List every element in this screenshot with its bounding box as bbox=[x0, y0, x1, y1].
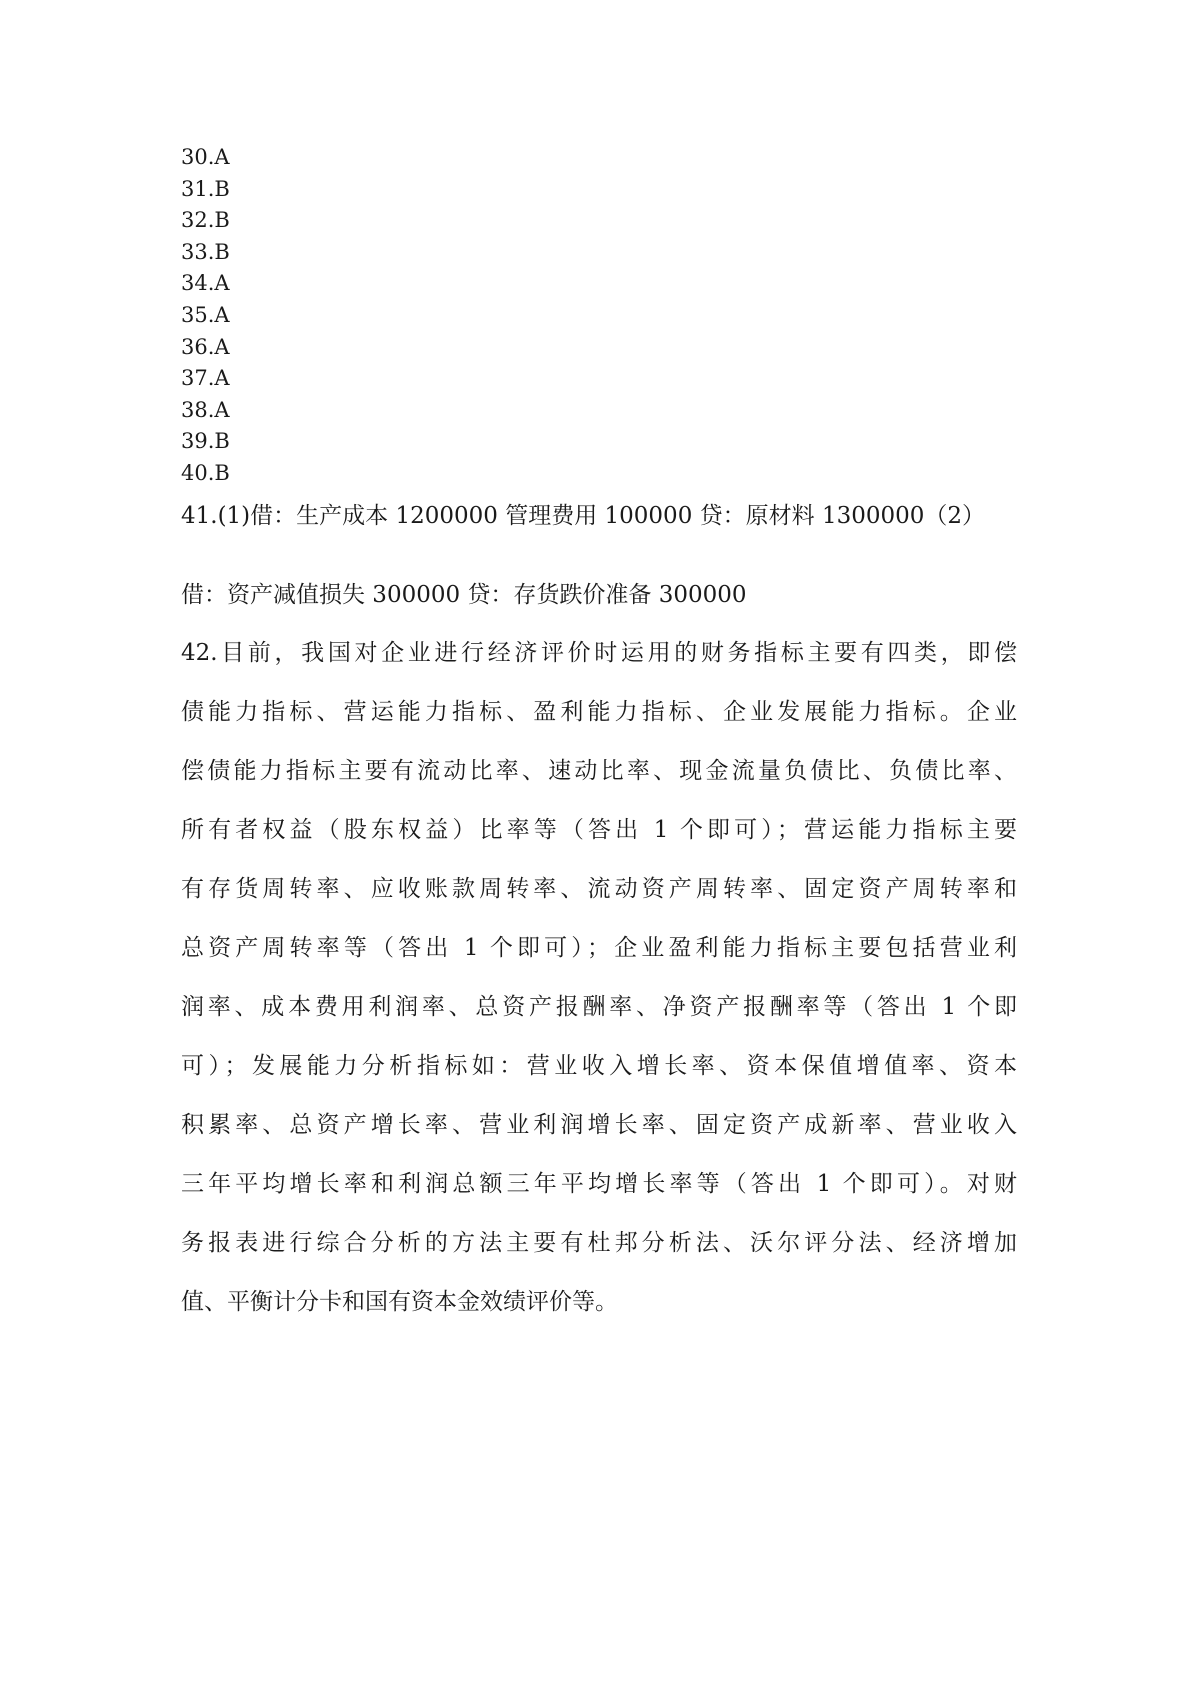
answer-41-line: 借：资产减值损失 300000 贷：存货跌价准备 300000 bbox=[181, 582, 747, 608]
answer-item: 35.A bbox=[181, 302, 230, 327]
answer-41-journal-entries bbox=[181, 496, 1021, 616]
answer-item: 38.A bbox=[181, 397, 230, 422]
answer-42-line: 债能力指标、营运能力指标、盈利能力指标、企业发展能力指标。企业 bbox=[181, 699, 1017, 725]
answer-item: 32.B bbox=[181, 208, 230, 233]
answer-42-line: 润率、成本费用利润率、总资产报酬率、净资产报酬率等（答出 1 个即 bbox=[181, 994, 1017, 1020]
answer-list bbox=[181, 142, 1041, 490]
answer-41-line: 41.(1)借：生产成本 1200000 管理费用 100000 贷：原材料 1300000（2） bbox=[181, 503, 986, 529]
answer-42-paragraph bbox=[181, 624, 1017, 1332]
answer-42-line: 所有者权益（股东权益）比率等（答出 1 个即可）；营运能力指标主要 bbox=[181, 817, 1017, 843]
answer-item: 34.A bbox=[181, 271, 230, 296]
answer-item: 39.B bbox=[181, 429, 230, 454]
answer-item: 36.A bbox=[181, 334, 230, 359]
answer-item: 30.A bbox=[181, 145, 230, 169]
answer-42-line: 42.目前，我国对企业进行经济评价时运用的财务指标主要有四类，即偿 bbox=[181, 640, 1017, 666]
answer-42-line: 三年平均增长率和利润总额三年平均增长率等（答出 1 个即可）。对财 bbox=[181, 1171, 1017, 1197]
answer-42-line: 积累率、总资产增长率、营业利润增长率、固定资产成新率、营业收入 bbox=[181, 1112, 1017, 1138]
answer-42-line: 有存货周转率、应收账款周转率、流动资产周转率、固定资产周转率和 bbox=[181, 876, 1017, 902]
answer-42-line: 务报表进行综合分析的方法主要有杜邦分析法、沃尔评分法、经济增加 bbox=[181, 1230, 1017, 1256]
answer-item: 37.A bbox=[181, 366, 230, 391]
answer-item: 40.B bbox=[181, 460, 230, 485]
answer-42-line: 偿债能力指标主要有流动比率、速动比率、现金流量负债比、负债比率、 bbox=[181, 758, 1017, 784]
answer-item: 33.B bbox=[181, 239, 230, 264]
answer-item: 31.B bbox=[181, 176, 230, 201]
answer-42-line: 总资产周转率等（答出 1 个即可）；企业盈利能力指标主要包括营业利 bbox=[181, 935, 1017, 961]
answer-42-line: 值、平衡计分卡和国有资本金效绩评价等。 bbox=[181, 1289, 618, 1315]
answer-42-line: 可）；发展能力分析指标如：营业收入增长率、资本保值增值率、资本 bbox=[181, 1053, 1017, 1079]
